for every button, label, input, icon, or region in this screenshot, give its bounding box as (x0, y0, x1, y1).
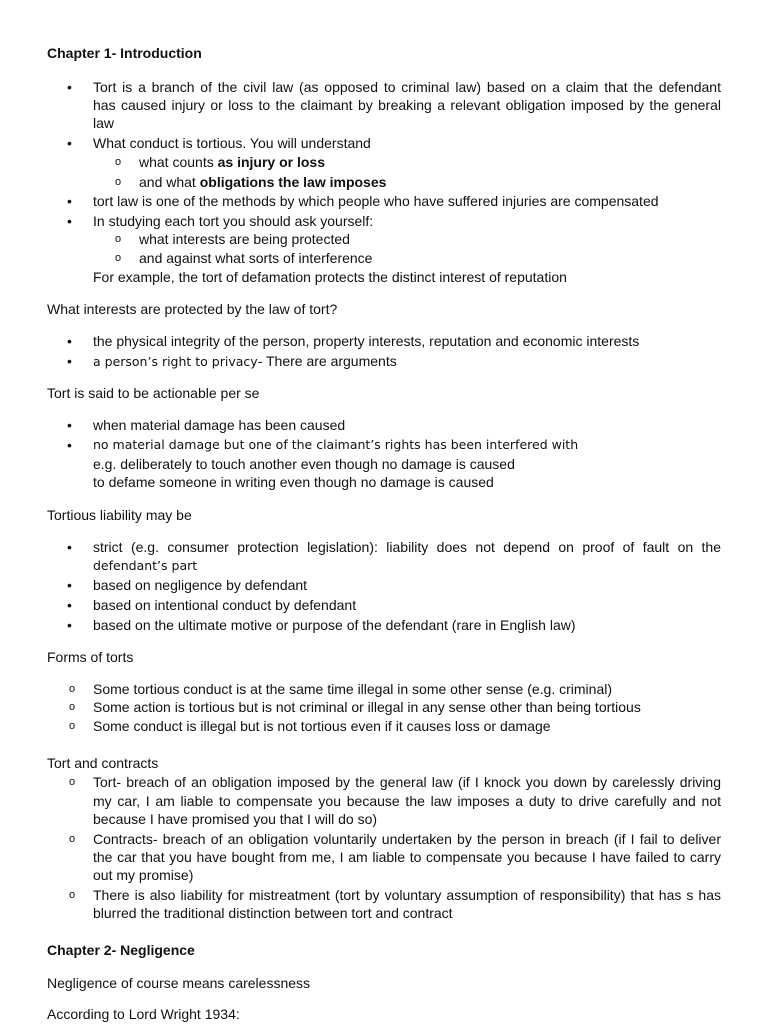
bullet-icon: • (67, 213, 72, 229)
mistreatment-line1: There is also liability for mistreatment (tort by voluntary assumption of responsibility) that has s has (93, 887, 721, 903)
defame-example: to defame someone in writing even though no damage is caused (93, 474, 494, 490)
tort-definition-line2: has caused injury or loss to the claimant by breaking a relevant obligation imposed by the general (93, 97, 721, 113)
touch-example: e.g. deliberately to touch another even though no damage is caused (93, 456, 515, 472)
chapter1-title: Chapter 1- Introduction (47, 45, 202, 61)
privacy-item: a person’s right to privacy- There are arguments (93, 353, 397, 369)
tort-obligation-line2: my car, I am liable to compensate you because the law imposes a duty to drive carefully and not (93, 793, 721, 809)
bullet-icon: • (67, 333, 72, 349)
forms-item-1: Some tortious conduct is at the same time illegal in some other sense (e.g. criminal) (93, 681, 613, 697)
tort-obligation-line3: because I have promised you that I will do so) (93, 811, 378, 827)
tort-obligation-line1: Tort- breach of an obligation imposed by the general law (if I knock you down by carelessly driving (93, 774, 721, 790)
circle-bullet-icon: o (115, 156, 122, 168)
negligence-definition: Negligence of course means carelessness (47, 975, 311, 991)
forms-heading: Forms of torts (47, 649, 134, 665)
interference-subitem: and against what sorts of interference (139, 250, 373, 266)
material-damage-item: when material damage has been caused (93, 417, 346, 433)
forms-item-2: Some action is tortious but is not criminal or illegal in any sense other than being tortious (93, 699, 641, 715)
contract-obligation-line3: out my promise) (93, 867, 194, 883)
bullet-icon: • (67, 193, 72, 209)
ask-yourself-item: In studying each tort you should ask yourself: (93, 213, 374, 229)
contract-obligation-line1: Contracts- breach of an obligation voluntarily undertaken by the person in breach (if I fail to deliver (93, 831, 721, 847)
bullet-icon: • (67, 437, 72, 453)
injury-loss-subitem: what counts as injury or loss (139, 154, 325, 170)
bullet-icon: • (67, 79, 72, 95)
contracts-heading: Tort and contracts (47, 755, 159, 771)
no-material-damage-item: no material damage but one of the claimant’s rights has been interfered with (93, 437, 579, 452)
strict-liability-line2: defendant’s part (93, 558, 198, 573)
bullet-icon: • (67, 539, 72, 555)
actionable-heading: Tort is said to be actionable per se (47, 385, 260, 401)
contract-obligation-line2: the car that you have bought from me, I am liable to compensate you because I have failed to carry (93, 849, 721, 865)
circle-bullet-icon: o (115, 233, 122, 245)
circle-bullet-icon: o (69, 683, 76, 695)
bullet-icon: • (67, 135, 72, 151)
bullet-icon: • (67, 597, 72, 613)
tort-definition-line1: Tort is a branch of the civil law (as opposed to criminal law) based on a claim that the defendant (93, 79, 721, 95)
circle-bullet-icon: o (69, 776, 76, 788)
defamation-example: For example, the tort of defamation protects the distinct interest of reputation (93, 269, 567, 285)
interests-subitem: what interests are being protected (139, 231, 350, 247)
protected-interests-item: the physical integrity of the person, property interests, reputation and economic interests (93, 333, 640, 349)
lord-wright-quote-intro: According to Lord Wright 1934: (47, 1006, 240, 1022)
tort-definition-line3: law (93, 115, 115, 131)
mistreatment-line2: blurred the traditional distinction between tort and contract (93, 905, 453, 921)
interests-question: What interests are protected by the law of tort? (47, 301, 338, 317)
bullet-icon: • (67, 353, 72, 369)
circle-bullet-icon: o (69, 701, 76, 713)
chapter2-title: Chapter 2- Negligence (47, 942, 195, 958)
liability-heading: Tortious liability may be (47, 507, 192, 523)
obligations-subitem: and what obligations the law imposes (139, 174, 387, 190)
circle-bullet-icon: o (69, 720, 76, 732)
compensation-item: tort law is one of the methods by which people who have suffered injuries are compensated (93, 193, 659, 209)
circle-bullet-icon: o (115, 252, 122, 264)
motive-item: based on the ultimate motive or purpose of the defendant (rare in English law) (93, 617, 576, 633)
bullet-icon: • (67, 617, 72, 633)
forms-item-3: Some conduct is illegal but is not tortious even if it causes loss or damage (93, 718, 551, 734)
circle-bullet-icon: o (115, 176, 122, 188)
circle-bullet-icon: o (69, 889, 76, 901)
bullet-icon: • (67, 577, 72, 593)
strict-liability-line1: strict (e.g. consumer protection legislation): liability does not depend on proof of fault on the (93, 539, 721, 555)
intentional-item: based on intentional conduct by defendant (93, 597, 357, 613)
negligence-item: based on negligence by defendant (93, 577, 308, 593)
circle-bullet-icon: o (69, 833, 76, 845)
tortious-conduct-item: What conduct is tortious. You will understand (93, 135, 371, 151)
bullet-icon: • (67, 417, 72, 433)
